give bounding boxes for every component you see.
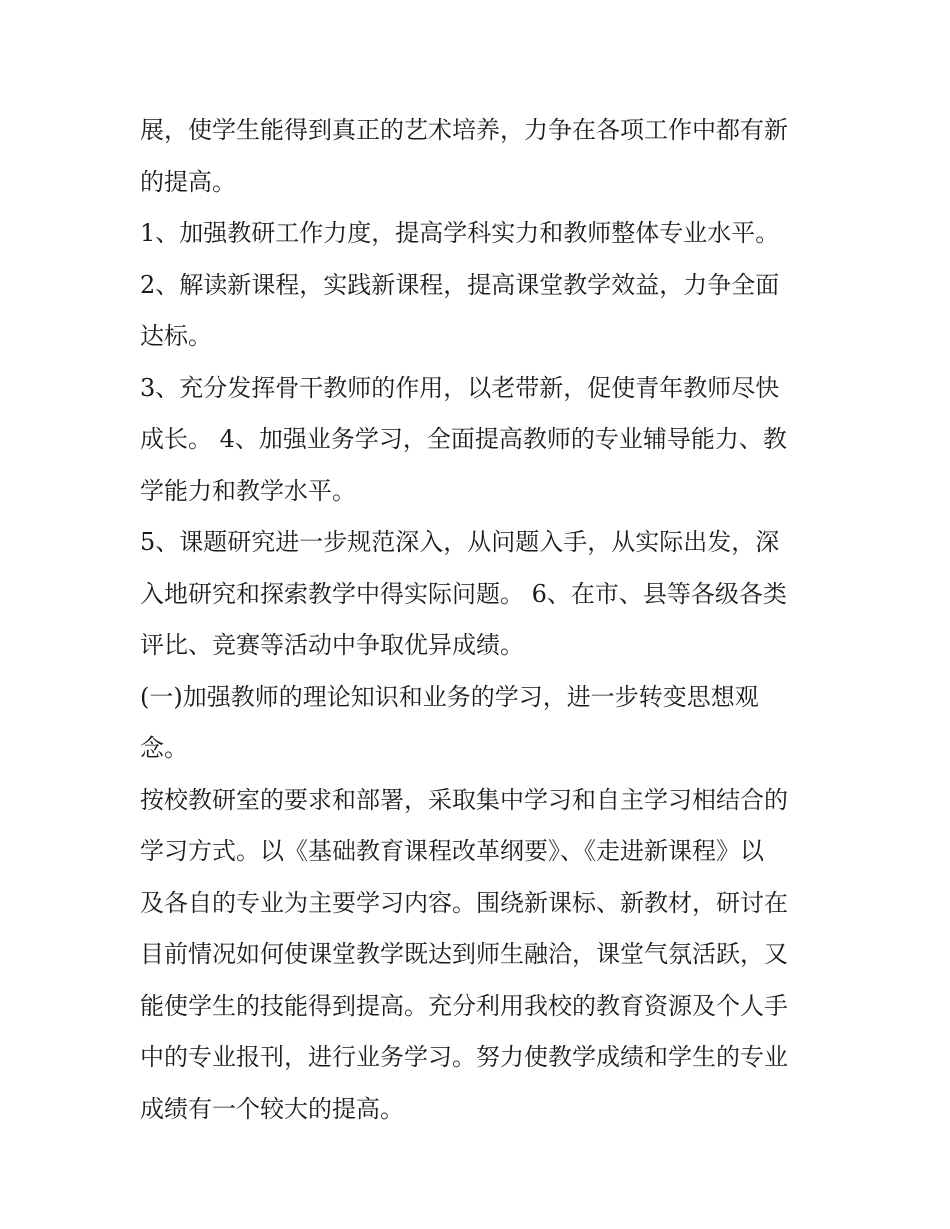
- text-line: 学能力和教学水平。: [140, 476, 356, 505]
- text-line: 评比、竞赛等活动中争取优异成绩。: [140, 631, 524, 659]
- text-line: 的提高。: [140, 167, 236, 196]
- text-line: 展，使学生能得到真正的艺术培养，力争在各项工作中都有新: [140, 116, 788, 144]
- section-heading-1: [140, 672, 816, 775]
- text-line: 成绩有一个较大的提高。: [140, 1094, 404, 1123]
- paragraph-goal-1: [140, 208, 816, 260]
- text-line: 2、解读新课程，实践新课程，提高课堂教学效益，力争全面: [140, 270, 780, 299]
- paragraph-goal-5-6: [140, 517, 816, 672]
- text-line: 念。: [140, 734, 188, 762]
- text-line: 5、课题研究进一步规范深入，从问题入手，从实际出发，深: [140, 528, 780, 556]
- paragraph-intro-continuation: [140, 105, 816, 208]
- paragraph-goal-3-4: [140, 363, 816, 518]
- text-line: 学习方式。以《基础教育课程改革纲要》、《走进新课程》以: [140, 837, 764, 865]
- text-line: (一)加强教师的理论知识和业务的学习，进一步转变思想观: [140, 682, 759, 711]
- document-body: [140, 105, 816, 1135]
- text-line: 入地研究和探索教学中得实际问题。 6、在市、县等各级各类: [140, 579, 787, 608]
- text-line: 能使学生的技能得到提高。充分利用我校的教育资源及个人手: [140, 991, 788, 1020]
- text-line: 成长。 4、加强业务学习，全面提高教师的专业辅导能力、教: [140, 425, 787, 453]
- text-line: 及各自的专业为主要学习内容。围绕新课标、新教材，研讨在: [140, 888, 788, 917]
- text-line: 中的专业报刊，进行业务学习。努力使教学成绩和学生的专业: [140, 1043, 788, 1071]
- paragraph-study-plan: [140, 775, 816, 1136]
- text-line: 1、加强教研工作力度，提高学科实力和教师整体专业水平。: [140, 219, 780, 247]
- text-line: 达标。: [140, 322, 212, 350]
- paragraph-goal-2: [140, 260, 816, 363]
- text-line: 3、充分发挥骨干教师的作用，以老带新，促使青年教师尽快: [140, 373, 780, 402]
- text-line: 目前情况如何使课堂教学既达到师生融洽，课堂气氛活跃，又: [140, 940, 788, 968]
- text-line: 按校教研室的要求和部署，采取集中学习和自主学习相结合的: [140, 785, 788, 814]
